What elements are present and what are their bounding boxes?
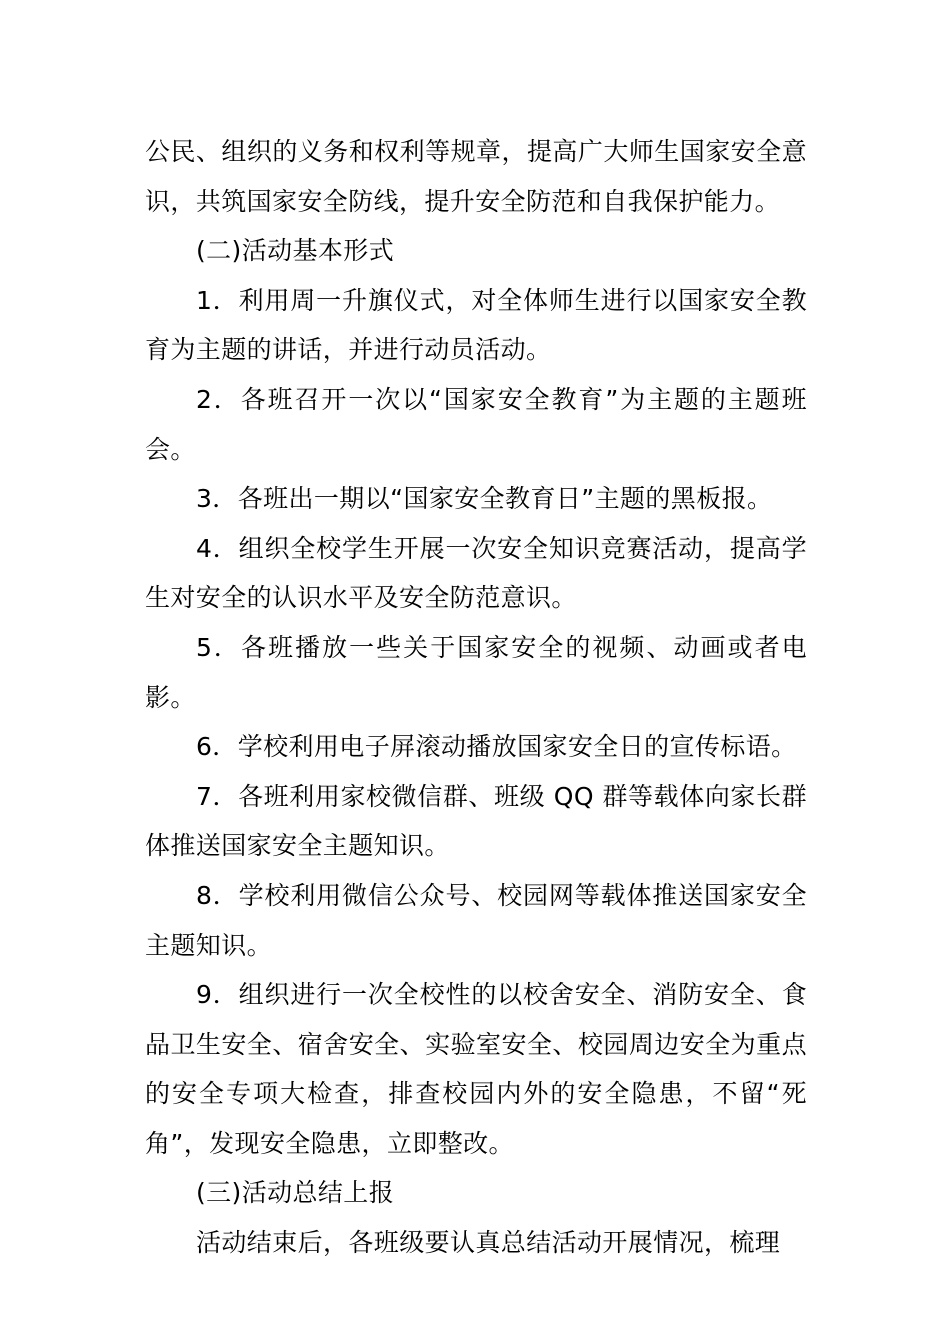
list-item-2: 2．各班召开一次以“国家安全教育”为主题的主题班会。	[145, 384, 807, 464]
list-item-1: 1．利用周一升旗仪式，对全体师生进行以国家安全教育为主题的讲话，并进行动员活动。	[145, 285, 807, 365]
list-item-3: 3．各班出一期以“国家安全教育日”主题的黑板报。	[196, 484, 773, 514]
list-item-9: 9．组织进行一次全校性的以校舍安全、消防安全、食品卫生安全、宿舍安全、实验室安全、校园周边安全为重点的安全专项大检查，排查校园内外的安全隐患，不留“死角”，发现安全隐患，立即整改。	[145, 980, 807, 1158]
list-item-5: 5．各班播放一些关于国家安全的视频、动画或者电影。	[145, 632, 807, 712]
section-heading-3: (三)活动总结上报	[196, 1178, 395, 1208]
list-item-6: 6．学校利用电子屏滚动播放国家安全日的宣传标语。	[196, 732, 797, 762]
document-body	[145, 127, 807, 1268]
section-heading-2: (二)活动基本形式	[196, 236, 395, 266]
list-item-8: 8．学校利用微信公众号、校园网等载体推送国家安全主题知识。	[145, 880, 807, 960]
list-item-7: 7．各班利用家校微信群、班级 QQ 群等载体向家长群体推送国家安全主题知识。	[145, 781, 807, 861]
list-item-4: 4．组织全校学生开展一次安全知识竞赛活动，提高学生对安全的认识水平及安全防范意识。	[145, 533, 807, 613]
paragraph-continuation: 公民、组织的义务和权利等规章，提高广大师生国家安全意识，共筑国家安全防线，提升安全防范和自我保护能力。	[145, 137, 807, 216]
paragraph-summary: 活动结束后，各班级要认真总结活动开展情况，梳理	[196, 1228, 781, 1258]
